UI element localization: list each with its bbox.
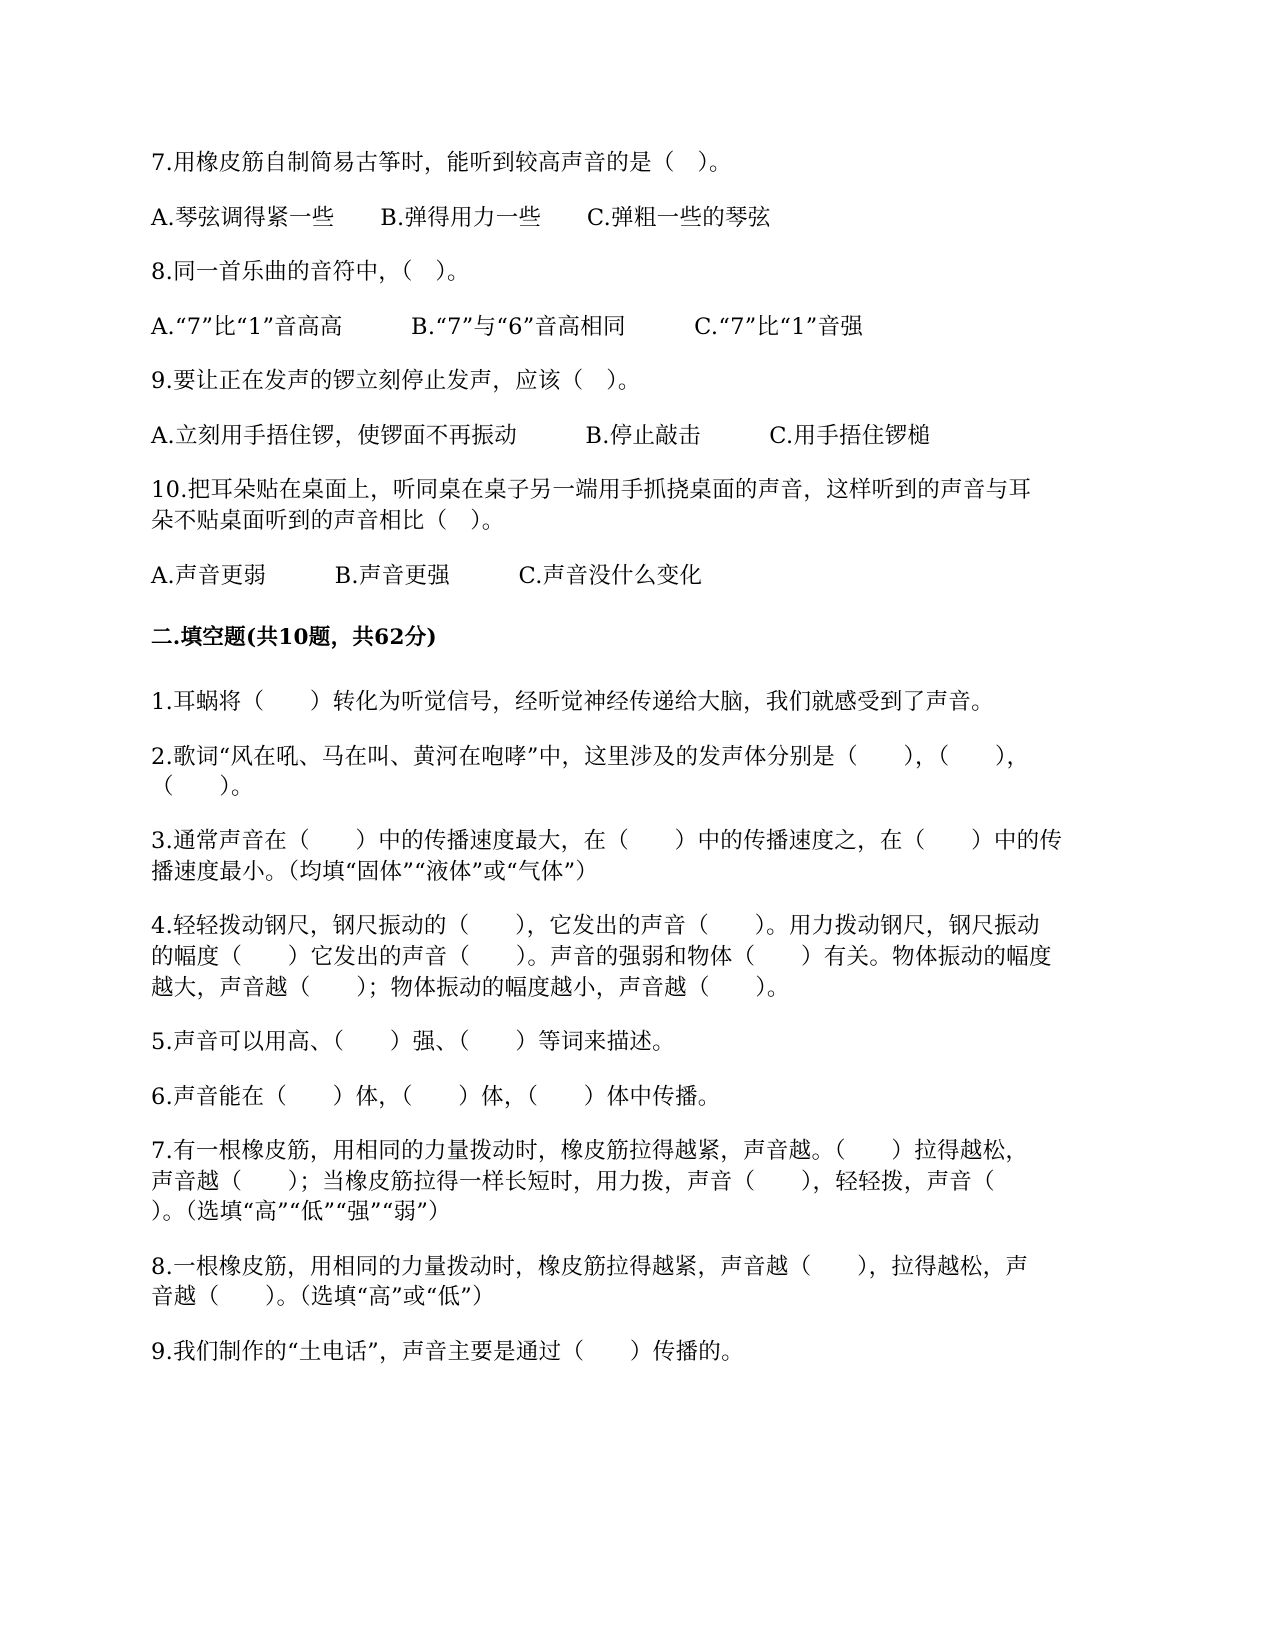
- question-line: 7.有一根橡皮筋，用相同的力量拨动时，橡皮筋拉得越紧，声音越。（ ）拉得越松，: [151, 1138, 1029, 1164]
- question-stem-line: 10.把耳朵贴在桌面上，听同桌在桌子另一端用手抓挠桌面的声音，这样听到的声音与耳: [151, 477, 1032, 503]
- question-line: 8.一根橡皮筋，用相同的力量拨动时，橡皮筋拉得越紧，声音越（ ），拉得越松，声: [151, 1254, 1029, 1280]
- fill-question-9: 9.我们制作的“土电话”，声音主要是通过（ ）传播的。: [151, 1339, 744, 1365]
- question-line: （ ）。: [151, 774, 254, 800]
- question-stem: 9.要让正在发声的锣立刻停止发声，应该（ ）。: [151, 368, 641, 394]
- question-line: 越大，声音越（ ）；物体振动的幅度越小，声音越（ ）。: [151, 975, 790, 1001]
- question-line: 声音越（ ）；当橡皮筋拉得一样长短时，用力拨，声音（ ），轻轻拨，声音（: [151, 1169, 995, 1195]
- question-line: 音越（ ）。（选填“高”或“低”）: [151, 1284, 495, 1310]
- fill-question-6: 6.声音能在（ ）体，（ ）体，（ ）体中传播。: [151, 1084, 721, 1110]
- answer-options: A.立刻用手捂住锣，使锣面不再振动 B.停止敲击 C.用手捂住锣槌: [151, 423, 931, 449]
- fill-question-1: 1.耳蜗将（ ）转化为听觉信号，经听觉神经传递给大脑，我们就感受到了声音。: [151, 689, 994, 715]
- question-stem: 7.用橡皮筋自制简易古筝时，能听到较高声音的是（ ）。: [151, 150, 732, 176]
- question-line: 3.通常声音在（ ）中的传播速度最大，在（ ）中的传播速度之，在（ ）中的传: [151, 828, 1063, 854]
- question-stem-line: 朵不贴桌面听到的声音相比（ ）。: [151, 508, 505, 534]
- question-line: 4.轻轻拨动钢尺，钢尺振动的（ ），它发出的声音（ ）。用力拨动钢尺，钢尺振动: [151, 913, 1040, 939]
- section-heading: 二.填空题(共10题，共62分): [151, 625, 437, 650]
- answer-options: A.琴弦调得紧一些 B.弹得用力一些 C.弹粗一些的琴弦: [151, 205, 771, 231]
- fill-question-5: 5.声音可以用高、（ ）强、（ ）等词来描述。: [151, 1029, 675, 1055]
- answer-options: A.声音更弱 B.声音更强 C.声音没什么变化: [151, 563, 703, 589]
- question-stem: 8.同一首乐曲的音符中，（ ）。: [151, 259, 470, 285]
- answer-options: A.“7”比“1”音高高 B.“7”与“6”音高相同 C.“7”比“1”音强: [151, 314, 864, 340]
- question-line: 2.歌词“风在吼、马在叫、黄河在咆哮”中，这里涉及的发声体分别是（ ），（ ），: [151, 744, 1030, 770]
- question-line: ）。（选填“高”“低”“强”“弱”）: [151, 1199, 451, 1225]
- question-line: 播速度最小。（均填“固体”“液体”或“气体”）: [151, 859, 599, 885]
- question-line: 的幅度（ ）它发出的声音（ ）。声音的强弱和物体（ ）有关。物体振动的幅度: [151, 944, 1052, 970]
